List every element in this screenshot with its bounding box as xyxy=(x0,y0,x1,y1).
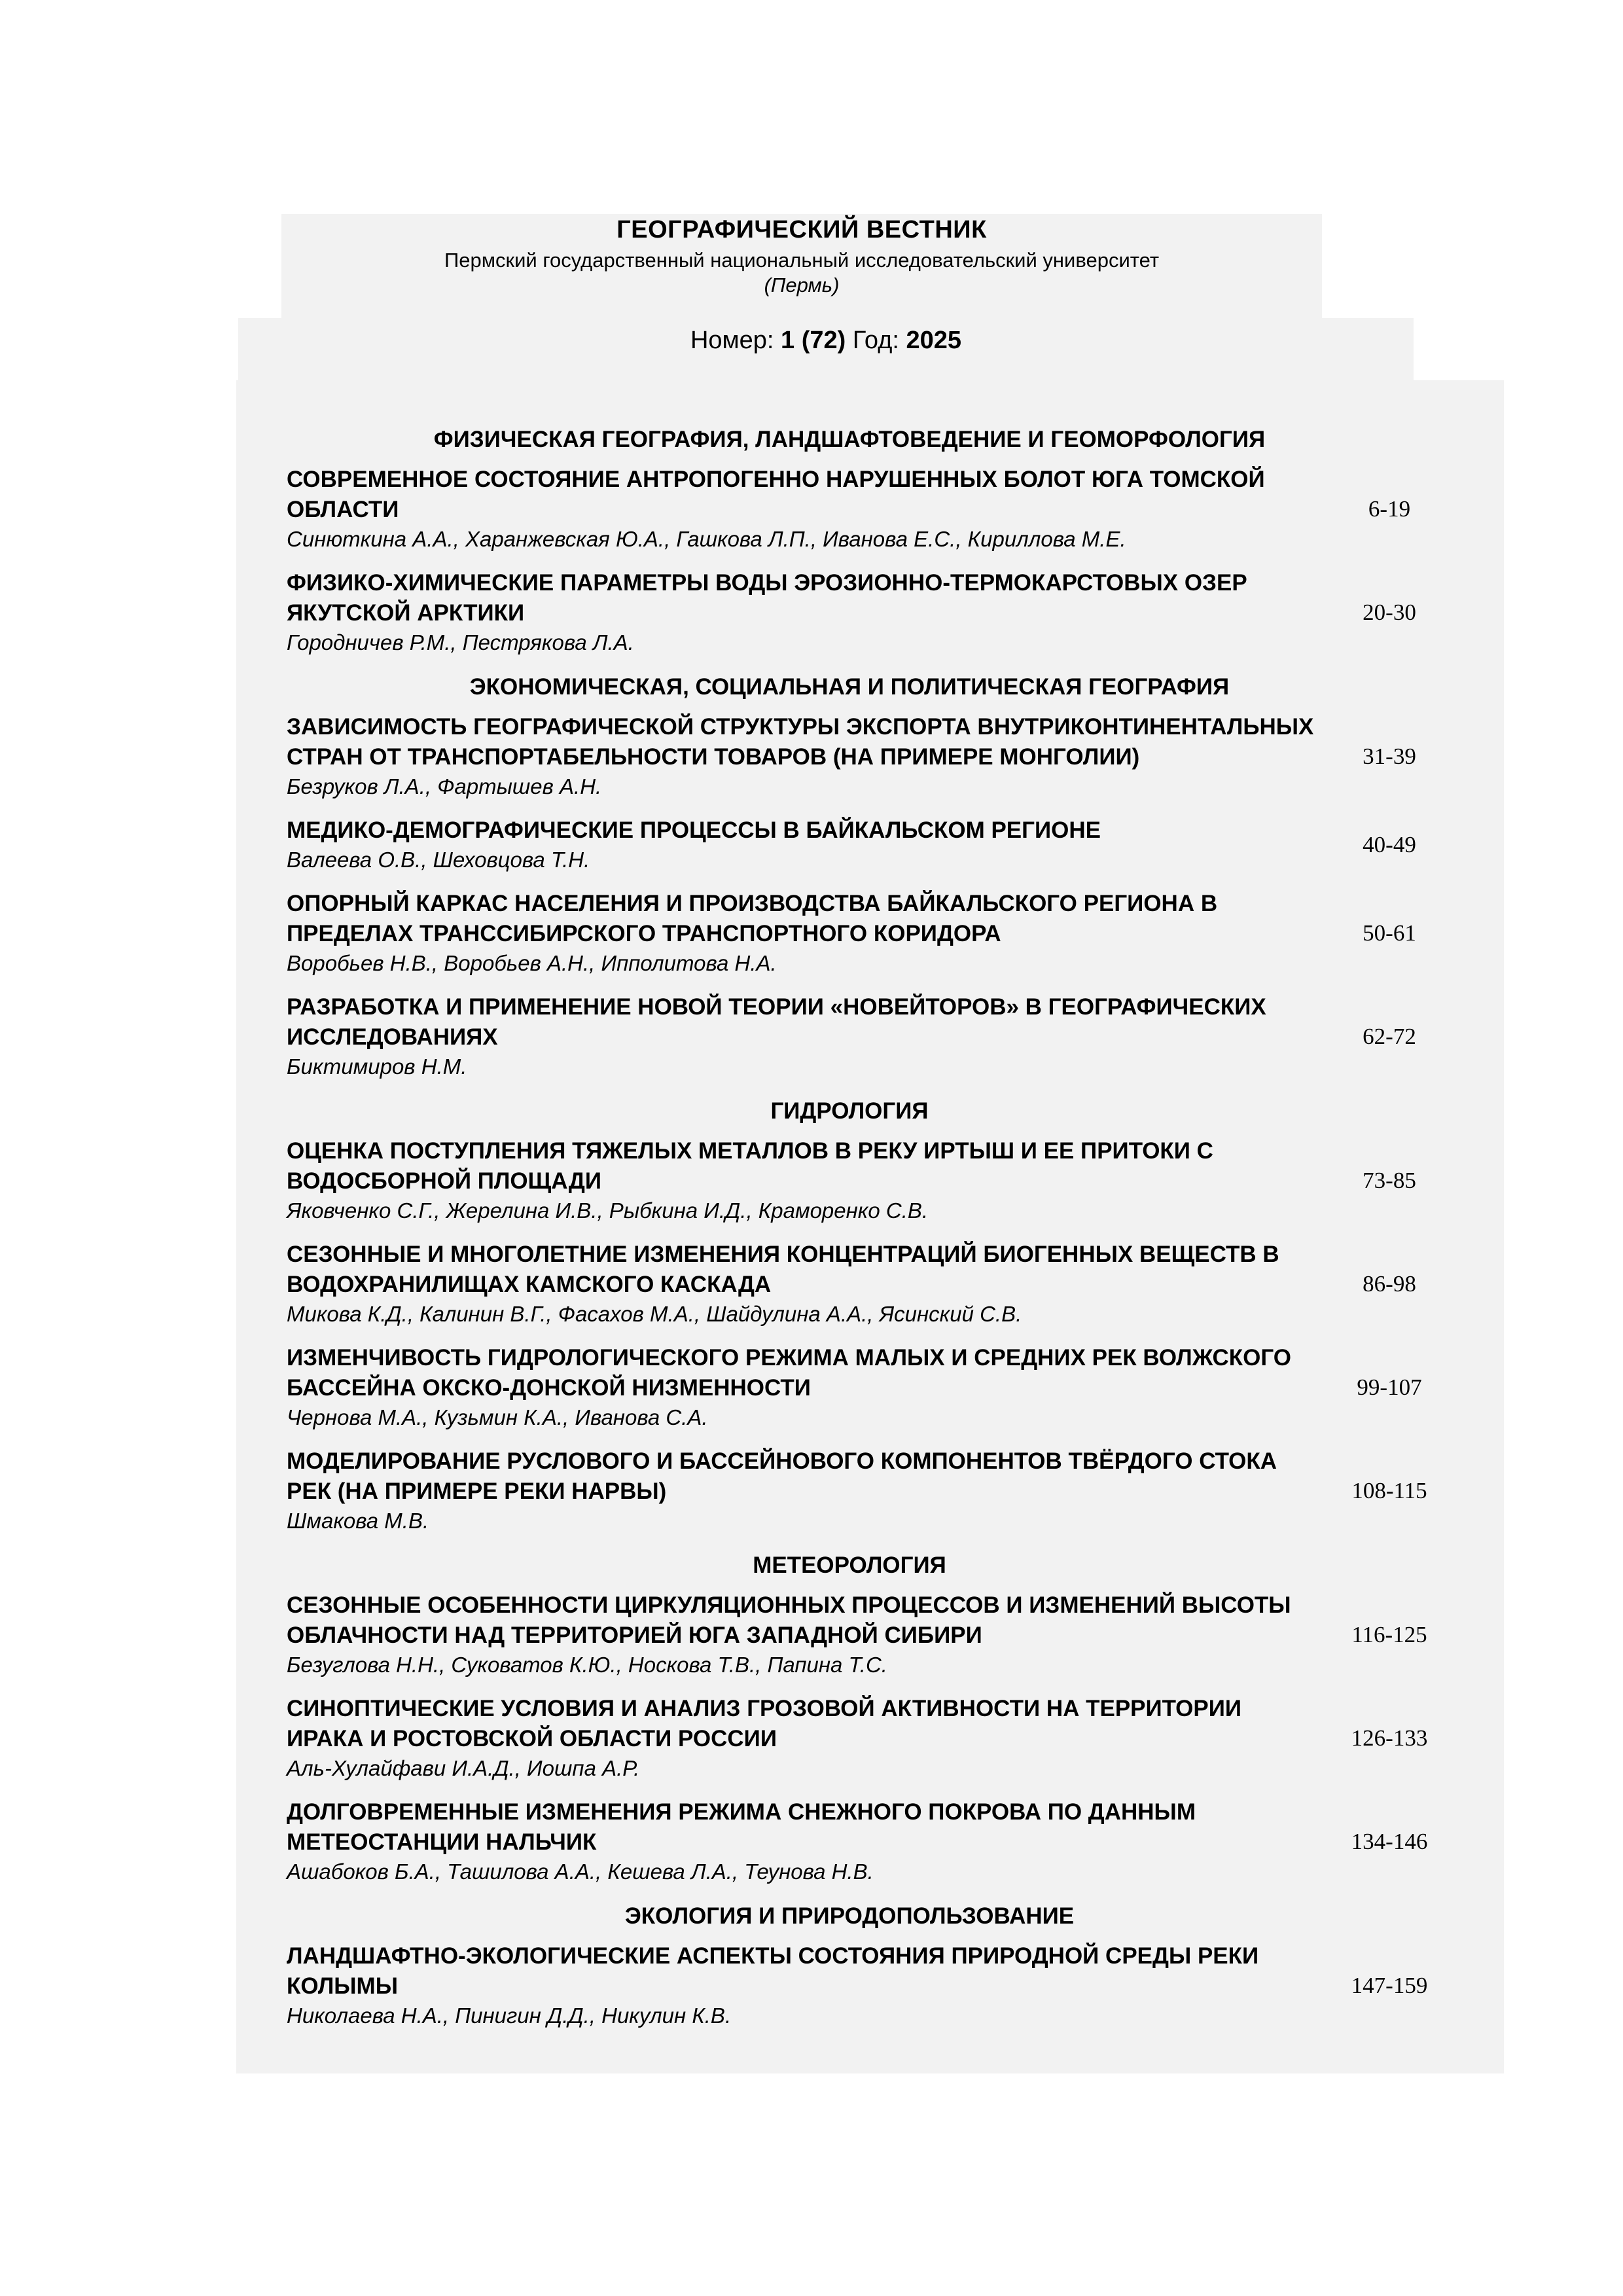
article-authors: Синюткина А.А., Харанжевская Ю.А., Гашкова Л.П., Иванова Е.С., Кириллова М.Е. xyxy=(287,527,1126,551)
toc-entry[interactable] xyxy=(287,816,1465,874)
issue-value: 1 (72) xyxy=(781,327,846,354)
toc-entry[interactable] xyxy=(287,1797,1465,1886)
toc-entry[interactable] xyxy=(287,1694,1465,1783)
article-title[interactable]: СЕЗОННЫЕ И МНОГОЛЕТНИЕ ИЗМЕНЕНИЯ КОНЦЕНТРАЦИЙ БИОГЕННЫХ ВЕЩЕСТВ В ВОДОХРАНИЛИЩАХ КАМСКОГО КАСКАДА xyxy=(287,1242,1279,1297)
article-title[interactable]: ЛАНДШАФТНО-ЭКОЛОГИЧЕСКИЕ АСПЕКТЫ СОСТОЯНИЯ ПРИРОДНОЙ СРЕДЫ РЕКИ КОЛЫМЫ xyxy=(287,1943,1259,1999)
toc-entry[interactable] xyxy=(287,1446,1465,1535)
article-pages: 147-159 xyxy=(1351,1973,1428,1998)
article-pages: 134-146 xyxy=(1351,1829,1428,1854)
entry-text-block xyxy=(287,1590,1324,1679)
entry-text-block xyxy=(287,1343,1324,1432)
toc-entry[interactable] xyxy=(287,889,1465,978)
article-title[interactable]: СОВРЕМЕННОЕ СОСТОЯНИЕ АНТРОПОГЕННО НАРУШЕННЫХ БОЛОТ ЮГА ТОМСКОЙ ОБЛАСТИ xyxy=(287,467,1265,522)
article-authors: Валеева О.В., Шеховцова Т.Н. xyxy=(287,848,590,872)
publisher: Пермский государственный национальный исследовательский университет xyxy=(444,249,1160,272)
article-title[interactable]: ЗАВИСИМОСТЬ ГЕОГРАФИЧЕСКОЙ СТРУКТУРЫ ЭКСПОРТА ВНУТРИКОНТИНЕНТАЛЬНЫХ СТРАН ОТ ТРАНСПОРТАБЕЛЬНОСТИ ТОВАРОВ (НА ПРИМЕРЕ МОНГОЛИИ) xyxy=(287,714,1314,770)
section-heading: ФИЗИЧЕСКАЯ ГЕОГРАФИЯ, ЛАНДШАФТОВЕДЕНИЕ И ГЕОМОРФОЛОГИЯ xyxy=(433,427,1266,452)
article-pages: 6-19 xyxy=(1368,496,1411,522)
entry-text-block xyxy=(287,1941,1324,2030)
entry-text-block xyxy=(287,712,1324,801)
toc-entry[interactable] xyxy=(287,1941,1465,2030)
article-pages: 31-39 xyxy=(1363,744,1416,769)
article-title[interactable]: ФИЗИКО-ХИМИЧЕСКИЕ ПАРАМЕТРЫ ВОДЫ ЭРОЗИОННО-ТЕРМОКАРСТОВЫХ ОЗЕР ЯКУТСКОЙ АРКТИКИ xyxy=(287,570,1247,626)
section-heading: ЭКОЛОГИЯ И ПРИРОДОПОЛЬЗОВАНИЕ xyxy=(624,1903,1075,1929)
toc-entry[interactable] xyxy=(287,1240,1465,1329)
article-pages: 108-115 xyxy=(1351,1478,1427,1503)
article-authors: Аль-Хулайфави И.А.Д., Иошпа А.Р. xyxy=(287,1756,640,1780)
entry-text-block xyxy=(287,889,1324,978)
entry-text-block xyxy=(287,992,1324,1081)
article-pages: 126-133 xyxy=(1351,1725,1428,1751)
toc-entry[interactable] xyxy=(287,992,1465,1081)
section-heading: ГИДРОЛОГИЯ xyxy=(770,1098,929,1124)
section-heading: ЭКОНОМИЧЕСКАЯ, СОЦИАЛЬНАЯ И ПОЛИТИЧЕСКАЯ ГЕОГРАФИЯ xyxy=(469,674,1230,700)
section-heading: МЕТЕОРОЛОГИЯ xyxy=(753,1552,946,1578)
article-pages: 116-125 xyxy=(1351,1622,1427,1647)
article-authors: Биктимиров Н.М. xyxy=(287,1054,467,1079)
toc-entry[interactable] xyxy=(287,1136,1465,1225)
entry-text-block xyxy=(287,1797,1324,1886)
article-title[interactable]: МОДЕЛИРОВАНИЕ РУСЛОВОГО И БАССЕЙНОВОГО КОМПОНЕНТОВ ТВЁРДОГО СТОКА РЕК (НА ПРИМЕРЕ РЕКИ НАРВЫ) xyxy=(287,1448,1277,1504)
article-title[interactable]: ДОЛГОВРЕМЕННЫЕ ИЗМЕНЕНИЯ РЕЖИМА СНЕЖНОГО ПОКРОВА ПО ДАННЫМ МЕТЕОСТАНЦИИ НАЛЬЧИК xyxy=(287,1799,1196,1855)
article-pages: 20-30 xyxy=(1363,600,1416,625)
article-authors: Микова К.Д., Калинин В.Г., Фасахов М.А., Шайдулина А.А., Ясинский С.В. xyxy=(287,1302,1022,1326)
article-authors: Чернова М.А., Кузьмин К.А., Иванова С.А. xyxy=(287,1405,708,1429)
issue-info xyxy=(238,327,1414,355)
table-of-contents xyxy=(287,424,1465,2045)
article-authors: Яковченко С.Г., Жерелина И.В., Рыбкина И.Д., Краморенко С.В. xyxy=(287,1198,929,1223)
article-authors: Безуглова Н.Н., Суковатов К.Ю., Носкова Т.В., Папина Т.С. xyxy=(287,1653,887,1677)
city: (Пермь) xyxy=(764,274,840,296)
entry-text-block xyxy=(287,1446,1324,1535)
toc-entry[interactable] xyxy=(287,1590,1465,1679)
article-authors: Городничев Р.М., Пестрякова Л.А. xyxy=(287,630,634,655)
article-pages: 86-98 xyxy=(1363,1271,1416,1297)
article-title[interactable]: СЕЗОННЫЕ ОСОБЕННОСТИ ЦИРКУЛЯЦИОННЫХ ПРОЦЕССОВ И ИЗМЕНЕНИЙ ВЫСОТЫ ОБЛАЧНОСТИ НАД ТЕРРИТОРИЕЙ ЮГА ЗАПАДНОЙ СИБИРИ xyxy=(287,1592,1291,1648)
entry-text-block xyxy=(287,568,1324,657)
article-title[interactable]: ИЗМЕНЧИВОСТЬ ГИДРОЛОГИЧЕСКОГО РЕЖИМА МАЛЫХ И СРЕДНИХ РЕК ВОЛЖСКОГО БАССЕЙНА ОКСКО-ДОНСКОЙ НИЗМЕННОСТИ xyxy=(287,1345,1291,1401)
article-authors: Безруков Л.А., Фартышев А.Н. xyxy=(287,774,602,798)
article-title[interactable]: СИНОПТИЧЕСКИЕ УСЛОВИЯ И АНАЛИЗ ГРОЗОВОЙ АКТИВНОСТИ НА ТЕРРИТОРИИ ИРАКА И РОСТОВСКОЙ ОБЛАСТИ РОССИИ xyxy=(287,1696,1242,1751)
year-value: 2025 xyxy=(906,327,962,354)
entry-text-block xyxy=(287,465,1324,554)
article-pages: 99-107 xyxy=(1357,1374,1422,1400)
journal-title: ГЕОГРАФИЧЕСКИЙ ВЕСТНИК xyxy=(616,216,987,243)
article-pages: 62-72 xyxy=(1363,1024,1416,1049)
year-label: Год: xyxy=(852,327,899,354)
toc-entry[interactable] xyxy=(287,465,1465,554)
article-title[interactable]: ОЦЕНКА ПОСТУПЛЕНИЯ ТЯЖЕЛЫХ МЕТАЛЛОВ В РЕКУ ИРТЫШ И ЕЕ ПРИТОКИ С ВОДОСБОРНОЙ ПЛОЩАДИ xyxy=(287,1138,1213,1194)
article-pages: 73-85 xyxy=(1363,1168,1416,1193)
article-authors: Шмакова М.В. xyxy=(287,1509,429,1533)
article-authors: Воробьев Н.В., Воробьев А.Н., Ипполитова Н.А. xyxy=(287,951,777,975)
toc-entry[interactable] xyxy=(287,1343,1465,1432)
toc-entry[interactable] xyxy=(287,712,1465,801)
article-title[interactable]: РАЗРАБОТКА И ПРИМЕНЕНИЕ НОВОЙ ТЕОРИИ «НОВЕЙТОРОВ» В ГЕОГРАФИЧЕСКИХ ИССЛЕДОВАНИЯХ xyxy=(287,994,1266,1050)
issue-label: Номер: xyxy=(690,327,774,354)
entry-text-block xyxy=(287,816,1324,874)
article-authors: Николаева Н.А., Пинигин Д.Д., Никулин К.В. xyxy=(287,2003,732,2028)
article-pages: 40-49 xyxy=(1363,832,1416,857)
toc-entry[interactable] xyxy=(287,568,1465,657)
article-pages: 50-61 xyxy=(1363,920,1416,946)
article-title[interactable]: ОПОРНЫЙ КАРКАС НАСЕЛЕНИЯ И ПРОИЗВОДСТВА БАЙКАЛЬСКОГО РЕГИОНА В ПРЕДЕЛАХ ТРАНССИБИРСКОГО ТРАНСПОРТНОГО КОРИДОРА xyxy=(287,891,1218,946)
entry-text-block xyxy=(287,1136,1324,1225)
article-title[interactable]: МЕДИКО-ДЕМОГРАФИЧЕСКИЕ ПРОЦЕССЫ В БАЙКАЛЬСКОМ РЕГИОНЕ xyxy=(287,817,1101,843)
entry-text-block xyxy=(287,1240,1324,1329)
article-authors: Ашабоков Б.А., Ташилова А.А., Кешева Л.А., Теунова Н.В. xyxy=(287,1859,874,1884)
entry-text-block xyxy=(287,1694,1324,1783)
